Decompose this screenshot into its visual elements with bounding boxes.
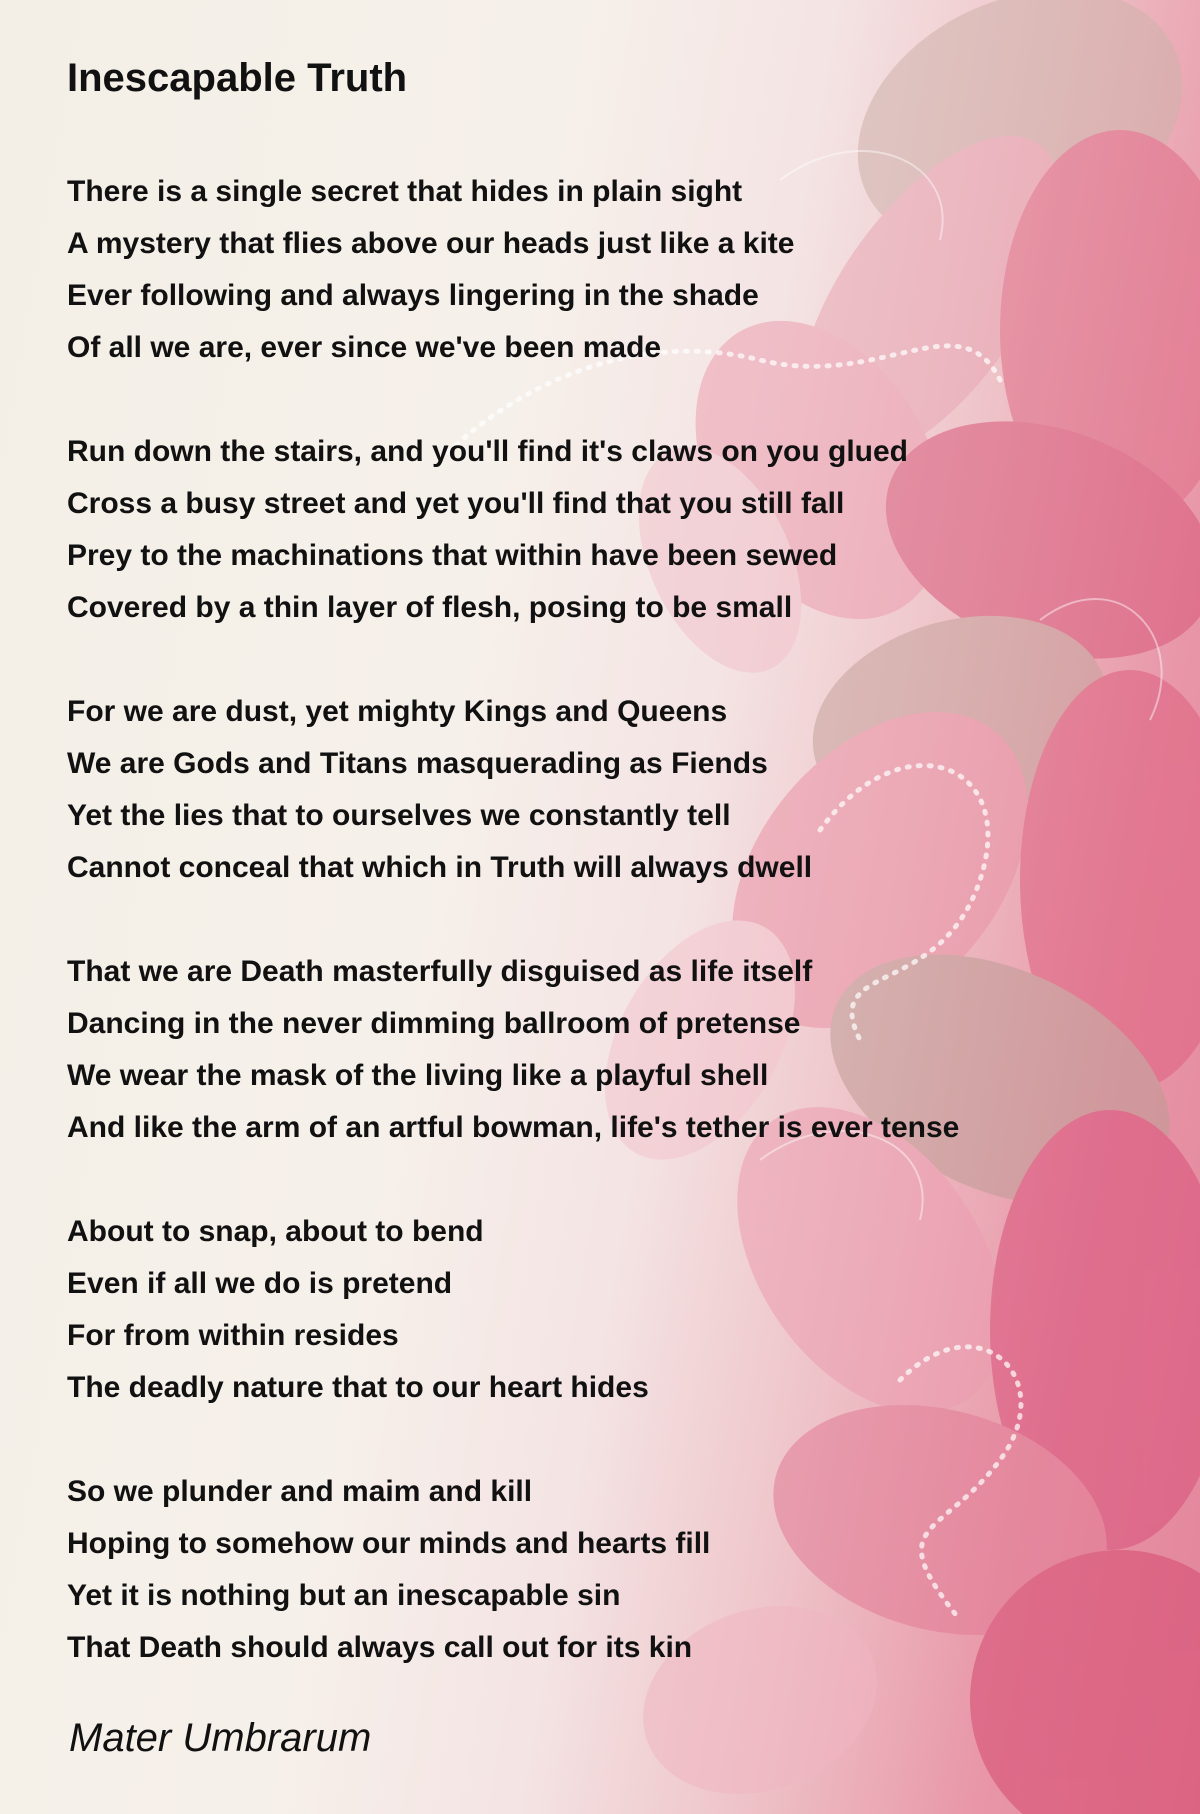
poem-line: The deadly nature that to our heart hides <box>67 1371 649 1404</box>
poem-line: That Death should always call out for its kin <box>67 1631 693 1664</box>
poem-line: Prey to the machinations that within have been sewed <box>67 539 838 572</box>
poem-line: Ever following and always lingering in the shade <box>67 279 759 312</box>
poem-line: That we are Death masterfully disguised as life itself <box>67 955 813 988</box>
stanza <box>67 166 1067 374</box>
poem-line: Cannot conceal that which in Truth will always dwell <box>67 851 813 884</box>
poem-line: And like the arm of an artful bowman, life's tether is ever tense <box>67 1111 960 1144</box>
poem-title: Inescapable Truth <box>67 56 408 100</box>
poem-line: Hoping to somehow our minds and hearts fill <box>67 1527 711 1560</box>
poem-line: Even if all we do is pretend <box>67 1267 453 1300</box>
stanza <box>67 686 1067 894</box>
poem-line: A mystery that flies above our heads just like a kite <box>67 227 795 260</box>
poem <box>67 48 1067 1726</box>
poem-line: Cross a busy street and yet you'll find that you still fall <box>67 487 845 520</box>
poem-line: We are Gods and Titans masquerading as Fiends <box>67 747 768 780</box>
poem-line: Yet the lies that to ourselves we constantly tell <box>67 799 731 832</box>
stanza <box>67 1466 1067 1674</box>
stanza <box>67 1206 1067 1414</box>
stanza <box>67 946 1067 1154</box>
poem-author: Mater Umbrarum <box>69 1716 372 1760</box>
stanza <box>67 426 1067 634</box>
poem-line: So we plunder and maim and kill <box>67 1475 533 1508</box>
poem-line: About to snap, about to bend <box>67 1215 484 1248</box>
poem-line: We wear the mask of the living like a playful shell <box>67 1059 769 1092</box>
poem-line: Dancing in the never dimming ballroom of pretense <box>67 1007 801 1040</box>
poem-line: There is a single secret that hides in plain sight <box>67 175 743 208</box>
poem-line: For from within resides <box>67 1319 399 1352</box>
poem-line: Of all we are, ever since we've been made <box>67 331 662 364</box>
poem-line: Run down the stairs, and you'll find it's claws on you glued <box>67 435 908 468</box>
poem-line: For we are dust, yet mighty Kings and Queens <box>67 695 728 728</box>
poem-line: Covered by a thin layer of flesh, posing to be small <box>67 591 793 624</box>
poem-line: Yet it is nothing but an inescapable sin <box>67 1579 621 1612</box>
